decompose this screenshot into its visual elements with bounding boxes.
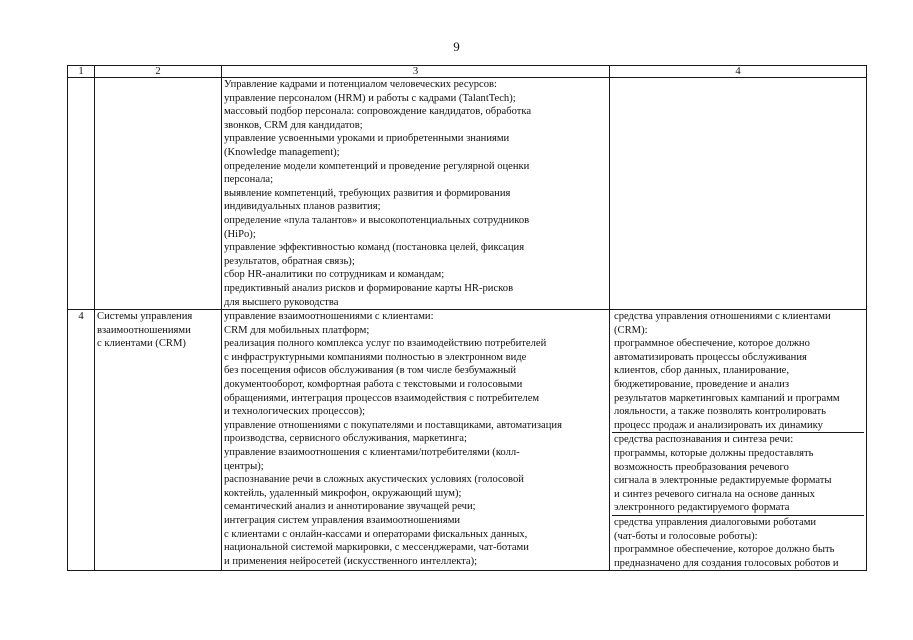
table-row-continued (68, 78, 867, 310)
text-line: звонков, CRM для кандидатов; (224, 119, 363, 131)
text-line: процесс продаж и анализировать их динамику (614, 419, 823, 431)
text-line: с инфраструктурными компаниями полностью в электронном виде (224, 351, 527, 363)
text-line: обращениями, интеграция процессов взаимодействия с потребителем (224, 392, 540, 404)
software-block (612, 310, 864, 432)
text-line: (чат-боты и голосовые роботы): (614, 530, 758, 542)
text-line: и применения нейросетей (искусственного интеллекта); (224, 555, 478, 567)
software-block (612, 515, 864, 570)
text-line: лояльности, а также позволять контролировать (614, 406, 826, 418)
header-cell-2: 2 (95, 66, 222, 78)
text-line: управление взаимоотношениями с клиентами: (224, 311, 434, 323)
text-line: определение «пула талантов» и высокопотенциальных сотрудников (224, 214, 530, 226)
text-line: клиентов, сбор данных, планирование, (614, 365, 790, 377)
text-line: CRM для мобильных платформ; (224, 324, 370, 336)
text-line: сигнала в электронные редактируемые форматы (614, 475, 832, 487)
text-line: документооборот, комфортная работа с текстовыми и голосовыми (224, 379, 523, 391)
text-line: взаимоотношениями (97, 324, 191, 336)
text-line: Системы управления (97, 311, 193, 323)
requirements-table (67, 65, 867, 571)
text-line: и синтез речевого сигнала на основе данных (614, 488, 815, 500)
text-line: управление персоналом (HRM) и работы с кадрами (TalantTech); (224, 92, 516, 104)
text-line: определение модели компетенций и проведение регулярной оценки (224, 160, 530, 172)
software-cell (610, 310, 867, 571)
text-line: без посещения офисов обслуживания (в том числе безбумажный (224, 365, 517, 377)
text-line: и технологических процессов); (224, 406, 366, 418)
row-number-cell: 4 (68, 310, 95, 571)
text-line: (Knowledge management); (224, 146, 340, 158)
text-line: средства распознавания и синтеза речи: (614, 434, 794, 446)
text-line: программы, которые должны предоставлять (614, 448, 814, 460)
text-line: средства управления отношениями с клиентами (614, 311, 831, 323)
functions-cell (222, 78, 610, 310)
text-line: коктейль, удаленный микрофон, окружающий шум); (224, 487, 462, 499)
text-line: производства, сервисного обслуживания, маркетинга; (224, 433, 467, 445)
text-line: распознавание речи в сложных акустических условиях (голосовой (224, 474, 524, 486)
text-line: индивидуальных планов развития; (224, 201, 381, 213)
row-number-cell (68, 78, 95, 310)
text-line: центры); (224, 460, 264, 472)
text-line: массовый подбор персонала: сопровождение кандидатов, обработка (224, 106, 532, 118)
text-line: управление эффективностью команд (постановка целей, фиксация (224, 242, 525, 254)
text-line: с клиентами (CRM) (97, 338, 186, 350)
table-row-crm (68, 310, 867, 571)
text-line: средства управления диалоговыми роботами (614, 517, 817, 528)
text-line: результатов, обратная связь); (224, 255, 355, 267)
text-line: реализация полного комплекса услуг по взаимодействию потребителей (224, 338, 547, 350)
header-cell-3: 3 (222, 66, 610, 78)
software-block (612, 432, 864, 515)
text-line: (CRM): (614, 324, 648, 336)
text-line: с клиентами с онлайн-кассами и операторами фискальных данных, (224, 528, 528, 540)
table-header-row (68, 66, 867, 78)
header-cell-1: 1 (68, 66, 95, 78)
text-line: национальной системой маркировки, с мессенджерами, чат-ботами (224, 542, 529, 554)
text-line: семантический анализ и аннотирование звучащей речи; (224, 501, 476, 513)
text-line: персонала; (224, 174, 274, 186)
text-line: программное обеспечение, которое должно быть (614, 544, 835, 556)
text-line: сбор HR-аналитики по сотрудникам и командам; (224, 269, 445, 281)
text-line: интеграция систем управления взаимоотношениями (224, 515, 461, 526)
text-line: (HiPo); (224, 228, 256, 240)
text-line: результатов маркетинговых кампаний и программ (614, 392, 840, 404)
text-line: программное обеспечение, которое должно (614, 338, 810, 350)
text-line: для высшего руководства (224, 296, 339, 308)
text-line: управление взаимоотношения с клиентами/потребителями (колл- (224, 447, 520, 459)
text-line: предиктивный анализ рисков и формирование карты HR-рисков (224, 282, 514, 294)
page-number: 9 (453, 39, 460, 54)
text-line: управление усвоенными уроками и приобретенными знаниями (224, 133, 510, 145)
functions-cell (222, 310, 610, 571)
text-line: электронного редактируемого формата (614, 502, 790, 514)
software-cell (610, 78, 867, 310)
text-line: управление отношениями с покупателями и поставщиками, автоматизация (224, 419, 562, 431)
header-cell-4: 4 (610, 66, 867, 78)
text-line: автоматизировать процессы обслуживания (614, 351, 807, 363)
text-line: выявление компетенций, требующих развития и формирования (224, 187, 511, 199)
category-cell (95, 310, 222, 571)
text-line: Управление кадрами и потенциалом человеческих ресурсов: (224, 79, 498, 90)
text-line: бюджетирование, проведение и анализ (614, 379, 790, 391)
category-cell (95, 78, 222, 310)
text-line: возможность преобразования речевого (614, 461, 789, 473)
text-line: предназначено для создания голосовых роботов и (614, 557, 839, 569)
